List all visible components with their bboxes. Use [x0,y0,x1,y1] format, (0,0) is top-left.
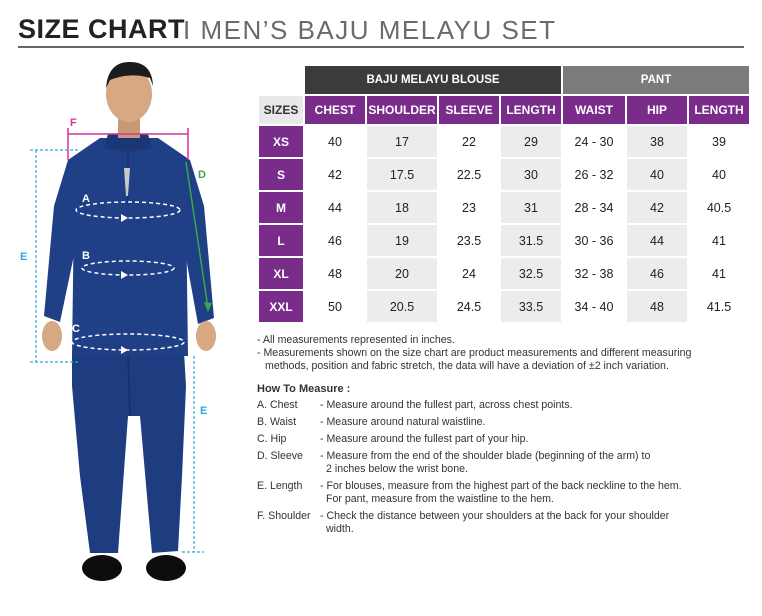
cell-sleeve: 24.5 [439,291,499,322]
cell-shoulder: 20.5 [367,291,437,322]
measure-label: A. Chest [257,399,298,411]
column-header-row [259,96,749,124]
cell-hip: 38 [627,126,687,157]
col-hip: HIP [627,96,687,124]
group-header-blouse: BAJU MELAYU BLOUSE [305,66,561,94]
table-row [259,258,749,289]
table-row [259,126,749,157]
size-label: S [259,159,303,190]
cell-hip: 46 [627,258,687,289]
how-to-measure-list [257,399,752,540]
group-header-pant: PANT [563,66,749,94]
cell-pant-length: 39 [689,126,749,157]
measure-desc-cont: width. [326,523,354,535]
measure-desc: - Measure from the end of the shoulder blade (beginning of the arm) to [320,450,651,462]
cell-chest: 50 [305,291,365,322]
cell-blouse-length: 31 [501,192,561,223]
note-line: - All measurements represented in inches. [257,334,455,346]
note-line: methods, position and fabric stretch, the data will have a deviation of ±2 inch variation. [265,360,669,372]
measure-desc: - Check the distance between your shoulders at the back for your shoulder [320,510,670,522]
cell-hip: 42 [627,192,687,223]
note-line: - Measurements shown on the size chart are product measurements and different measuring [257,347,692,359]
cell-shoulder: 19 [367,225,437,256]
measure-label: E. Length [257,480,303,492]
cell-sleeve: 22.5 [439,159,499,190]
list-item [257,416,752,429]
measure-desc-cont: For pant, measure from the waistline to the hem. [326,493,554,505]
left-hand [42,321,62,351]
size-label: XS [259,126,303,157]
col-blouse-length: LENGTH [501,96,561,124]
measure-desc: - Measure around the fullest part of your hip. [320,433,529,445]
cell-waist: 26 - 32 [563,159,625,190]
list-item [257,399,752,412]
header-divider [18,46,744,48]
cell-waist: 24 - 30 [563,126,625,157]
cell-pant-length: 40.5 [689,192,749,223]
list-item [257,480,752,506]
how-to-measure-title: How To Measure : [257,383,351,395]
page-subtitle: I MEN’S BAJU MELAYU SET [183,15,557,45]
list-item [257,433,752,446]
cell-waist: 30 - 36 [563,225,625,256]
group-header-row [259,66,749,94]
label-d: D [198,169,206,181]
empty-corner [259,66,303,94]
table-row [259,225,749,256]
measure-label: F. Shoulder [257,510,311,522]
cell-hip: 40 [627,159,687,190]
label-f: F [70,117,77,129]
cell-waist: 34 - 40 [563,291,625,322]
cell-shoulder: 17.5 [367,159,437,190]
cell-waist: 32 - 38 [563,258,625,289]
cell-chest: 48 [305,258,365,289]
col-pant-length: LENGTH [689,96,749,124]
table-row [259,192,749,223]
right-hand [196,321,216,351]
label-e-right: E [200,405,208,417]
cell-shoulder: 17 [367,126,437,157]
list-item [257,450,752,476]
right-shoe [146,555,186,581]
page-header [18,10,744,48]
cell-blouse-length: 29 [501,126,561,157]
col-waist: WAIST [563,96,625,124]
cell-blouse-length: 32.5 [501,258,561,289]
cell-chest: 46 [305,225,365,256]
measure-desc-cont: 2 inches below the wrist bone. [326,463,468,475]
left-shoe [82,555,122,581]
cell-sleeve: 22 [439,126,499,157]
cell-blouse-length: 33.5 [501,291,561,322]
measure-label: C. Hip [257,433,287,445]
label-b: B [82,250,90,262]
page-title: SIZE CHART [18,14,185,44]
cell-chest: 42 [305,159,365,190]
cell-chest: 44 [305,192,365,223]
list-item [257,510,752,536]
measurement-notes [257,334,752,373]
size-label: M [259,192,303,223]
measure-desc: - For blouses, measure from the highest part of the back neckline to the hem. [320,480,682,492]
model-figure [20,56,248,604]
sizes-header: SIZES [259,96,303,124]
cell-shoulder: 18 [367,192,437,223]
size-table [257,64,751,324]
cell-sleeve: 23.5 [439,225,499,256]
col-chest: CHEST [305,96,365,124]
cell-hip: 48 [627,291,687,322]
cell-blouse-length: 30 [501,159,561,190]
cell-blouse-length: 31.5 [501,225,561,256]
cell-hip: 44 [627,225,687,256]
cell-pant-length: 41 [689,258,749,289]
col-sleeve: SLEEVE [439,96,499,124]
size-label: L [259,225,303,256]
size-label: XXL [259,291,303,322]
col-shoulder: SHOULDER [367,96,437,124]
cell-chest: 40 [305,126,365,157]
label-c: C [72,323,80,335]
measure-label: B. Waist [257,416,297,428]
cell-waist: 28 - 34 [563,192,625,223]
measure-desc: - Measure around the fullest part, across chest points. [320,399,573,411]
label-a: A [82,193,90,205]
cell-sleeve: 24 [439,258,499,289]
label-e-left: E [20,251,28,263]
cell-shoulder: 20 [367,258,437,289]
table-row [259,291,749,322]
cell-pant-length: 41.5 [689,291,749,322]
measure-desc: - Measure around natural waistline. [320,416,486,428]
cell-pant-length: 40 [689,159,749,190]
table-row [259,159,749,190]
measure-label: D. Sleeve [257,450,303,462]
cell-pant-length: 41 [689,225,749,256]
cell-sleeve: 23 [439,192,499,223]
size-label: XL [259,258,303,289]
